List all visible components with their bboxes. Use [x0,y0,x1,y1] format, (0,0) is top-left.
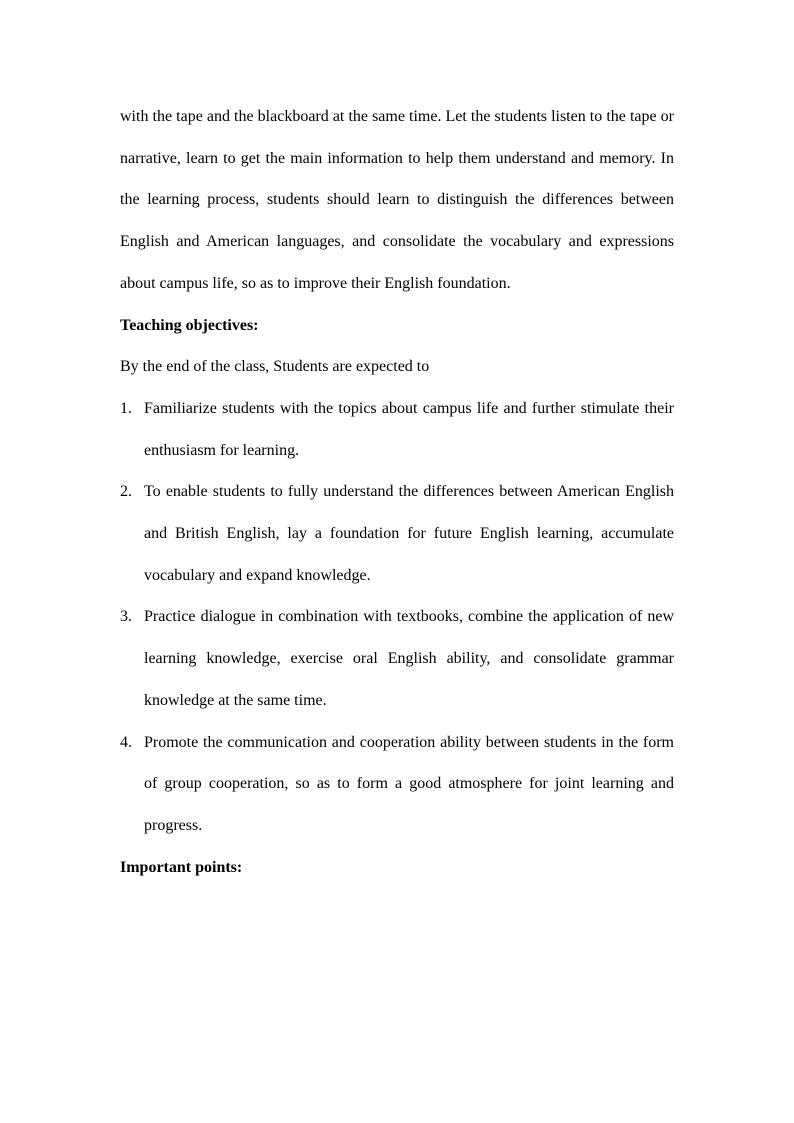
list-item [120,596,674,721]
list-item [120,471,674,596]
list-number: 2. [120,483,132,501]
objectives-list [120,388,674,847]
important-points-heading: Important points: [120,858,243,876]
list-item-text: Promote the communication and cooperation ability between students in the form of group cooperation, so as to form a good atmosphere for joint learning and progress. [144,733,674,834]
list-item-text: Familiarize students with the topics about campus life and further stimulate their enthusiasm for learning. [144,399,674,459]
list-item-text: Practice dialogue in combination with textbooks, combine the application of new learning knowledge, exercise oral English ability, and consolidate grammar knowledge at the same time. [144,608,674,709]
objectives-heading: Teaching objectives: [120,316,259,334]
list-number: 4. [120,733,132,751]
list-item [120,722,674,847]
objectives-lead: By the end of the class, Students are expected to [120,358,430,376]
list-number: 1. [120,399,132,417]
document-page [120,96,674,888]
intro-paragraph: with the tape and the blackboard at the same time. Let the students listen to the tape or narrative, learn to get the main information to help them understand and memory. In the learning process, students should learn to distinguish the differences between English and American languages, and consolidate the vocabulary and expressions about campus life, so as to improve their English foundation. [120,108,674,292]
list-item-text: To enable students to fully understand the differences between American English and British English, lay a foundation for future English learning, accumulate vocabulary and expand knowledge. [144,483,674,584]
list-item [120,388,674,471]
list-number: 3. [120,608,132,626]
